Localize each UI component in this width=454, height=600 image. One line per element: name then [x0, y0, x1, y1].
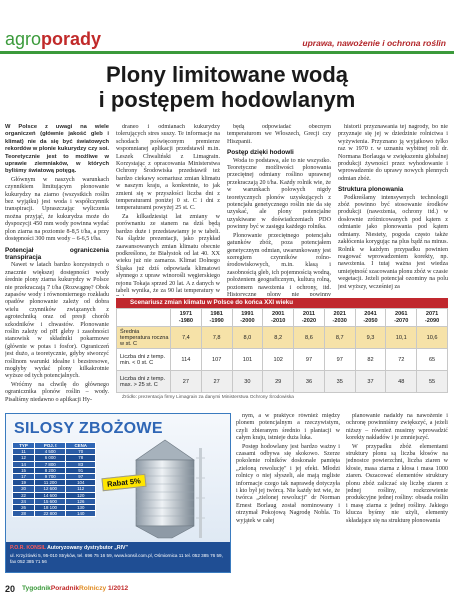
advert-col-header: TYP: [13, 443, 35, 449]
column-header: 2011 -2020: [294, 309, 325, 327]
advert-table-cell: 18 100: [35, 504, 66, 510]
advert-brand-sub: Autoryzowany dystrybutor „RIV": [47, 545, 128, 551]
advert-table-row: [13, 511, 96, 517]
table-cell: 9,3: [355, 327, 386, 349]
advert-table-cell: 14: [13, 461, 35, 467]
paragraph: draneo i odmianach kukurydzy tolerujących stres suszy. Te informacje na schodach poświęconym premierze wspomnianej aplikacji przedstawił m.in. Leszek Chwaliński z Limagrain. Korzystając z opracowania Ministerstwa Ochrony Środowiska przedstawił też bardzo ciekawy scenariusz zmian klimatu w naszym kraju, a konkretnie, to jak zmieni się w przyszłości liczba dni z temperaturami poniżej 0 st. C i dni z temperaturami powyżej 25 st. C.: [116, 124, 220, 212]
column-header: 2001 -2010: [263, 309, 294, 327]
advert-table-cell: 22 800: [35, 511, 66, 517]
column-header: 2071 -2090: [417, 309, 448, 327]
header-rule: [0, 51, 454, 54]
table-cell: 7,8: [201, 327, 232, 349]
advert-table-cell: 20: [13, 486, 35, 492]
advert-table-cell: 12 600: [35, 486, 66, 492]
advert-table-cell: 22: [13, 492, 35, 498]
paragraph: planowanie nadaldy na nawożenie i ochronę powinniśmy zwiększyć, a jeżeli niższy – również musimy wprowadzić korekty nakładów i je zmniejszyć.: [346, 413, 448, 442]
advert-table-row: [13, 504, 96, 510]
advert-table-cell: 83: [66, 461, 96, 467]
advert-table-cell: 17: [13, 473, 35, 479]
paragraph: Głównym w naszych warunkach czynnikiem limitującym plonowanie kukurydzy na ziarno (wszystkich roślin bez wyjątku) jest woda i współczynnik transpiracji. Upraszczając wyliczenia można przyjąć, że kukurydza może do dyspozycji 450 mm wody powinna wydać plon ziarna na poziomie 8-8,5 t/ha, a przy dostępności 300 mm wody – 6-6,5 t/ha.: [5, 176, 109, 243]
advert-price-table: [12, 442, 96, 517]
advert-table-cell: 15: [13, 467, 35, 473]
advert-brand: [10, 545, 128, 551]
advert-title: SILOSY ZBOŻOWE: [14, 420, 163, 437]
table-row: [117, 371, 448, 393]
table-cell: 8,0: [232, 327, 263, 349]
advert-col-header: POJ. t: [35, 443, 66, 449]
logo-part-agro: agro: [5, 29, 42, 49]
advert-table-row: [13, 473, 96, 479]
table-cell: 65: [417, 349, 448, 371]
advert-table-cell: 70: [66, 449, 96, 455]
paragraph: Wróćmy na chwilę do głównego ogranicznika plonów roślin – wody. Pisaliśmy niedawno o aplikacji Hy-: [5, 381, 109, 403]
paragraph: Nawet w latach bardzo korzystnych o znacznie większej dostępności wody średnie plony ziarna kukurydzy w Polsce nie przekraczają 7 t/ha (Rozwągnę? Obok zapasów wody i równomiernego rozkładu opadów plonowanie zależy od dobra wielu czynników związanych z agrotechniką oraz od presji chorób szkodników i chwastów. Plonowanie roślin zależy od pH gleby i zasobności stanowisk w składniki pokarmowe (głównie w potas i fosfor). Ograniczeń jest dużo, a teoretycznie, gdyby stworzyć roślinom warunki idealne i bezstresowe, mogłyby wydać plony kilkakrotnie wyższe od tych potencjalnych.: [5, 262, 109, 380]
table-cell: 10,6: [417, 327, 448, 349]
paragraph: Woda to podstawa, ale to nie wszystko. Teoretyczne możliwości plonowania przeciętnej odmiany roślino uprawnej przekraczają 20 t/ha. Każdy rolnik wie, że w warunkach polowych nigdy teoretycznych plonów uzyskujących z potencjału genetycznego roślin nie da się uzyskać, ale plony potencjalne uzyskiwane w doświadczeniach PDO powinny być w zasięgu każdego rolnika.: [227, 157, 331, 231]
table-cell: 97: [324, 349, 355, 371]
advert-table-cell: 126: [66, 498, 96, 504]
advert-col-header: CENA: [66, 443, 96, 449]
table-cell: 36: [294, 371, 325, 393]
paragraph: nym, a w praktyce również między plonem potencjalnym a rzeczywistym, czyli zbieranym średnio i plantacji w całym kraju, istnieje duża luka.: [236, 413, 340, 442]
advert-table-cell: 28: [13, 511, 35, 517]
discount-badge: Rabat 5%: [101, 474, 146, 492]
paragraph: W przypadku zbóż elementami struktury plonu są liczba kłosów na jednostce powierzchni, liczba ziaren w kłosie, masa ziarna z kłosa i masa 1000 ziaren. Oszacować elementów struktury plonu zbóż zaliczać się liczbę ziaren z jednej rośliny, rozkrzewienie produkcyjne jednej rośliny: obsada roślin i masę ziarna z jednej rośliny. Jakiego klucza byśmy nie użyli, elementy składające się na strukturę plonowania: [346, 443, 448, 524]
table-cell: 29: [263, 371, 294, 393]
advert-table-cell: 24: [13, 498, 35, 504]
table-cell: 10,1: [386, 327, 417, 349]
advert-table-cell: 4 500: [35, 449, 66, 455]
advert-table-cell: 6 000: [35, 455, 66, 461]
climate-scenario-table: [116, 298, 448, 410]
table-cell: 35: [324, 371, 355, 393]
advert-table-cell: 78: [66, 455, 96, 461]
advert-brand-name: P.O.R. KONSIL: [10, 545, 46, 551]
paragraph: Postęp hodowlany jest bardzo ważny i czasami odbywa się skokowo. Szerze pokolenie rolników doskonale pamięta „zieloną rewolucję" i jej efekt. Młodzi rolnicy o niej słyszeli, ale mają mgliste informacje czego tak naprawdę dotyczyła i kto był jej twórcą. Nie każdy też wie, że twórca „zielonej rewolucji" dr Norman Ernest Borlaug został nominowany i otrzymał Pokojową Nagrodę Nobla. To wyjątek w całej: [236, 443, 340, 524]
table-cell: 114: [171, 349, 202, 371]
table-row: [117, 349, 448, 371]
table-cell: 8,6: [294, 327, 325, 349]
advert-table-row: [13, 449, 96, 455]
paragraph: będą odpowiadać obecnym temperaturom we Włoszech, Grecji czy Hiszpanii.: [227, 124, 331, 145]
subheading: Postęp dzięki hodowli: [227, 149, 294, 157]
table-cell: 101: [232, 349, 263, 371]
paragraph: Podkreślamy intensywnych technologii zbóż powinno być stosowanie środków produkcji (nawożenia, ochrony itd.) w dosłownie zróżnicowanych pod kątem z odmianie jako plonowania pod kątem odmiany. Niestety, pogoda często także zakłócenia korygując na plus bądź na minus. Rolnik w każdym przypadku powinien reagować wprowadzeniem korekty, np. nawożenia. I tutaj ważna jest wiedza umiejętność szacowania plonu zbóż w czasie wegetacji. Jeżeli potencjał ozominy na polu jest wyższy, wcześniej za: [338, 194, 448, 290]
table-cell: 55: [417, 371, 448, 393]
advert-table-row: [13, 498, 96, 504]
row-label: Liczba dni z temp. max. > 25 st. C: [117, 371, 171, 393]
paragraph: Za kilkadziesiąt lat zmiany w porównaniu ze stanem na dziś będą bardzo duże i przedstawiamy je w tabeli. Na ślądzie prezentacji, jako przykład zaawansowanych zmian klimatu obecnie podkreślono, że Białystok od lat 40. XX wieku już nie zamarza. Klimat Dolnego Śląska już dziś odpowiada klimatowi słynnego z upraw winorośli węgierskiego rejonu Tokaja sprzed 20 lat. A z danych w tabeli wynika, że za 90 lat temperatury w: [116, 213, 220, 294]
table-cell: 37: [355, 371, 386, 393]
footer-brand-part: Poradnik: [50, 585, 80, 592]
table-row: [117, 327, 448, 349]
table-caption: Scenariusz zmian klimatu w Polsce do końca XXI wieku: [116, 298, 448, 308]
title-line-1: Plony limitowane wodą: [105, 62, 349, 87]
advert-table-cell: 9 700: [35, 473, 66, 479]
advert-table-cell: 130: [66, 504, 96, 510]
subheading: Struktura plonowania: [338, 186, 404, 194]
article-column-3: [227, 124, 331, 296]
advert-table-cell: 19: [13, 480, 35, 486]
subheading: Potencjał ograniczenia transpiracja: [5, 246, 109, 261]
section-tagline: uprawa, nawożenie i ochrona roślin: [302, 38, 446, 48]
advert-table-cell: 15 600: [35, 498, 66, 504]
table-cell: 102: [263, 349, 294, 371]
advert-table-row: [13, 467, 96, 473]
advert-contact-bar: [6, 542, 231, 573]
footer-brand-part: Tygodnik: [22, 585, 51, 592]
advert-address: ul. Krzyżówki 5, 95-010 Stryków, tel. 696 75 16 59, www.konsil.com.pl, Ośmiornica 11 tel. 052 385 76 59, fax 052 385 71 56: [10, 553, 223, 564]
logo-part-porady: porady: [41, 29, 102, 49]
row-label: Średnia temperatura roczna w st. C: [117, 327, 171, 349]
table-cell: 107: [201, 349, 232, 371]
advert-table-row: [13, 461, 96, 467]
advert-table-row: [13, 480, 96, 486]
advert-table-cell: 12: [13, 455, 35, 461]
table-cell: 27: [201, 371, 232, 393]
table-cell: 8,2: [263, 327, 294, 349]
table-cell: 7,4: [171, 327, 202, 349]
advert-table-row: [13, 492, 96, 498]
article-column-1: [5, 124, 109, 412]
advert-table-cell: 7 800: [35, 461, 66, 467]
row-label: Liczba dni z temp. min. < 0 st. C: [117, 349, 171, 371]
article-column-4: [338, 124, 448, 296]
advert-table-cell: 11 200: [35, 480, 66, 486]
table-cell: 97: [294, 349, 325, 371]
issue-date: 1/2012: [108, 585, 129, 592]
advert-table-cell: 112: [66, 486, 96, 492]
paragraph: historii przyznawania tej nagrody, bo nie przyznaje się jej w dziedzinie rolnictwa i wyżywienia. Przyznano ją wyjątkowo tylko raz w 1970 r. w uznaniu wybitnej roli dr. Normana Borlauga w zwiększeniu globalnej produkcji żywności przez wyhodowanie i wprowadzenie do uprawy nowych plennych odmian zbóż.: [338, 124, 448, 182]
advert-table-cell: 91: [66, 467, 96, 473]
advert-table-cell: 104: [66, 480, 96, 486]
article-column-6: [346, 413, 448, 575]
article-column-5: [236, 413, 340, 575]
advert-table-cell: 8 200: [35, 467, 66, 473]
footer-brand-part: Rolniczy: [79, 585, 107, 592]
climate-table-grid: [116, 308, 448, 393]
silo-advertisement: [5, 413, 231, 573]
table-cell: 72: [386, 349, 417, 371]
advert-table-cell: 14 600: [35, 492, 66, 498]
advert-table-cell: 140: [66, 511, 96, 517]
table-source-note: Źródło: prezentacja firmy Limagrain za danymi Ministerstwa Ochrony Środowiska: [122, 395, 294, 400]
article-lead: W Polsce z uwagi na wiele organiczeń (głównie jakość gleb i klimat) nie da się być światowych rekordów w plonie kukurydzy czy soi. Teoretycznie jest to możliwe w uprawie ziemniaków, w których byliśmy światową potęgą.: [5, 124, 109, 175]
advert-table-row: [13, 455, 96, 461]
advert-table-cell: 97: [66, 473, 96, 479]
advert-table-cell: 120: [66, 492, 96, 498]
column-header: 2021 -2030: [324, 309, 355, 327]
table-corner: [117, 309, 171, 327]
page-number: 20: [5, 584, 16, 594]
advert-panel: [6, 414, 231, 542]
advert-table-cell: 26: [13, 504, 35, 510]
advert-table-header: [13, 443, 96, 449]
advert-table-row: [13, 486, 96, 492]
title-line-2: i postępem hodowlanym: [98, 87, 356, 112]
table-header-row: [117, 309, 448, 327]
column-header: 1981 -1990: [201, 309, 232, 327]
footer-brand: [22, 585, 106, 592]
column-header: 2061 -2070: [386, 309, 417, 327]
page-header: [0, 0, 454, 50]
column-header: 2041 -2050: [355, 309, 386, 327]
table-cell: 30: [232, 371, 263, 393]
table-cell: 48: [386, 371, 417, 393]
column-header: 1991 -2000: [232, 309, 263, 327]
magazine-logo: [5, 30, 101, 48]
paragraph: Plonowanie przeciętnego potencjału gatunków zbóż, poza potencjałem genetycznym odmian, uwarunkowany jest szeregiem czynników rolno-środowiskowych, m.in. klasą i zasobnością gleb, ich pojemnością wodną, położeniem geograficznym, kulturą rolną, poziomem nawożenia i ochrony, itd. Historyczne plony nie powinny: [227, 232, 331, 296]
table-cell: 8,7: [324, 327, 355, 349]
article-title: [0, 62, 454, 112]
article-column-2: [116, 124, 220, 296]
table-cell: 82: [355, 349, 386, 371]
table-cell: 27: [171, 371, 202, 393]
column-header: 1971 -1980: [171, 309, 202, 327]
advert-table-cell: 11: [13, 449, 35, 455]
